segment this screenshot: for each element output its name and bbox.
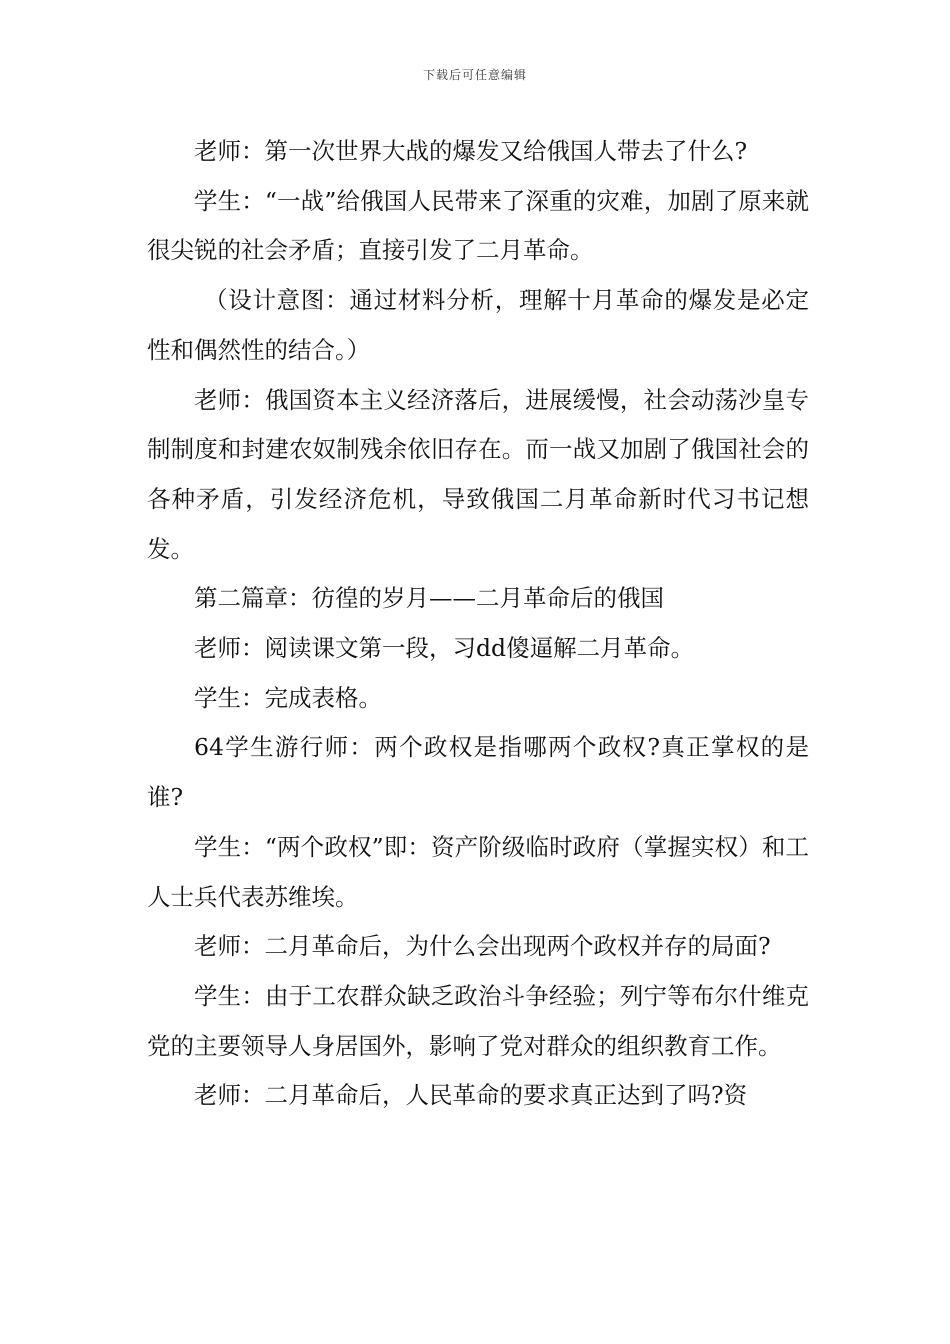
paragraph: 老师：俄国资本主义经济落后，进展缓慢，社会动荡沙皇专制制度和封建农奴制残余依旧存在。而一战又加剧了俄国社会的各种矛盾，引发经济危机，导致俄国二月革命新时代习书记想发。 (147, 385, 809, 563)
paragraph: 学生：完成表格。 (194, 683, 382, 712)
paragraph: 老师：第一次世界大战的爆发又给俄国人带去了什么? (194, 137, 748, 165)
paragraph: 64学生游行师：两个政权是指哪两个政权?真正掌权的是谁? (147, 733, 809, 812)
paragraph: 老师：二月革命后，为什么会出现两个政权并存的局面? (194, 932, 771, 961)
paragraph: 老师：阅读课文第一段，习dd傻逼解二月革命。 (194, 634, 695, 663)
paragraph: 学生：“两个政权”即：资产阶级临时政府（掌握实权）和工人士兵代表苏维埃。 (147, 832, 809, 911)
page-header-note: 下载后可任意编辑 (422, 68, 527, 82)
paragraph: 学生：“一战”给俄国人民带来了深重的灾难，加剧了原来就很尖锐的社会矛盾；直接引发了二月革命。 (147, 186, 809, 265)
paragraph: （设计意图：通过材料分析，理解十月革命的爆发是必定性和偶然性的结合。） (147, 286, 809, 364)
section-heading: 第二篇章：彷徨的岁月——二月革命后的俄国 (194, 584, 664, 613)
paragraph: 老师：二月革命后，人民革命的要求真正达到了吗?资 (194, 1081, 748, 1110)
paragraph: 学生：由于工农群众缺乏政治斗争经验；列宁等布尔什维克党的主要领导人身居国外，影响了党对群众的组织教育工作。 (147, 981, 809, 1060)
document-body (147, 127, 809, 1121)
